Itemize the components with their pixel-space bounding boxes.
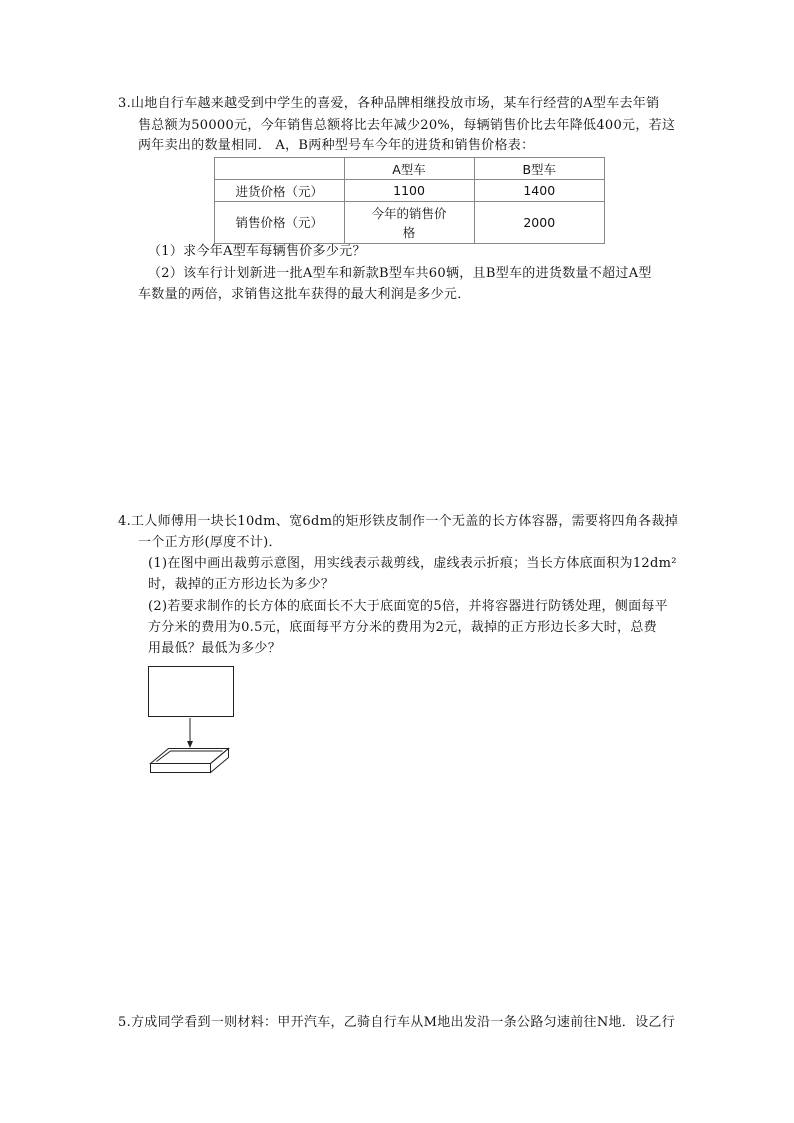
q4-sub-1a: (1)在图中画出裁剪示意图，用实线表示裁剪线，虚线表示折痕；当长方体底面积为12dm² [148,556,677,571]
q3-sub-2b: 车数量的两倍，求销售这批车获得的最大利润是多少元． [138,287,471,302]
q3-line-1: 3.山地自行车越来越受到中学生的喜爱，各种品牌相继投放市场，某车行经营的A型车去年销 [118,96,660,111]
q4-sub-2c: 用最低？最低为多少？ [148,641,282,656]
table-header-b: B型车 [474,158,604,180]
table-cell: 销售价格（元） [215,202,345,244]
table-cell: 今年的销售价格 [344,202,474,244]
table-cell: 2000 [474,202,604,244]
price-table [214,157,605,244]
q4-sub-2a: (2)若要求制作的长方体的底面长不大于底面宽的5倍，并将容器进行防锈处理，侧面每平 [148,599,668,614]
q3-sub-1: （1）求今年A型车每辆售价多少元？ [148,244,366,259]
table-header-empty [215,158,345,180]
arrow-down-icon [187,741,193,748]
table-header-row [215,158,605,180]
metal-sheet-rect [149,667,234,717]
table-header-a: A型车 [344,158,474,180]
q4-line-2: 一个正方形(厚度不计)． [138,535,282,550]
q3-sub-2a: （2）该车行计划新进一批A型车和新款B型车共60辆，且B型车的进货数量不超过A型 [148,266,652,281]
table-row [215,180,605,202]
table-row [215,202,605,244]
table-cell: 1400 [474,180,604,202]
q3-line-3: 两年卖出的数量相同． A，B两种型号车今年的进货和销售价格表： [138,138,535,153]
table-cell: 1100 [344,180,474,202]
q5-line-1: 5.方成同学看到一则材料：甲开汽车，乙骑自行车从M地出发沿一条公路匀速前往N地．设乙行 [118,1015,675,1030]
table-cell: 进货价格（元） [215,180,345,202]
open-box-drawing [151,749,229,773]
sheet-to-box-diagram [140,660,240,780]
q4-line-1: 4.工人师傅用一块长10dm、宽6dm的矩形铁皮制作一个无盖的长方体容器，需要将四角各裁掉 [118,514,679,529]
q4-sub-1b: 时，裁掉的正方形边长为多少？ [148,577,335,592]
q3-line-2: 售总额为50000元，今年销售总额将比去年减少20%，每辆销售价比去年降低400元，若这 [138,118,676,133]
q4-sub-2b: 方分米的费用为0.5元，底面每平方分米的费用为2元，裁掉的正方形边长多大时，总费 [148,620,657,635]
